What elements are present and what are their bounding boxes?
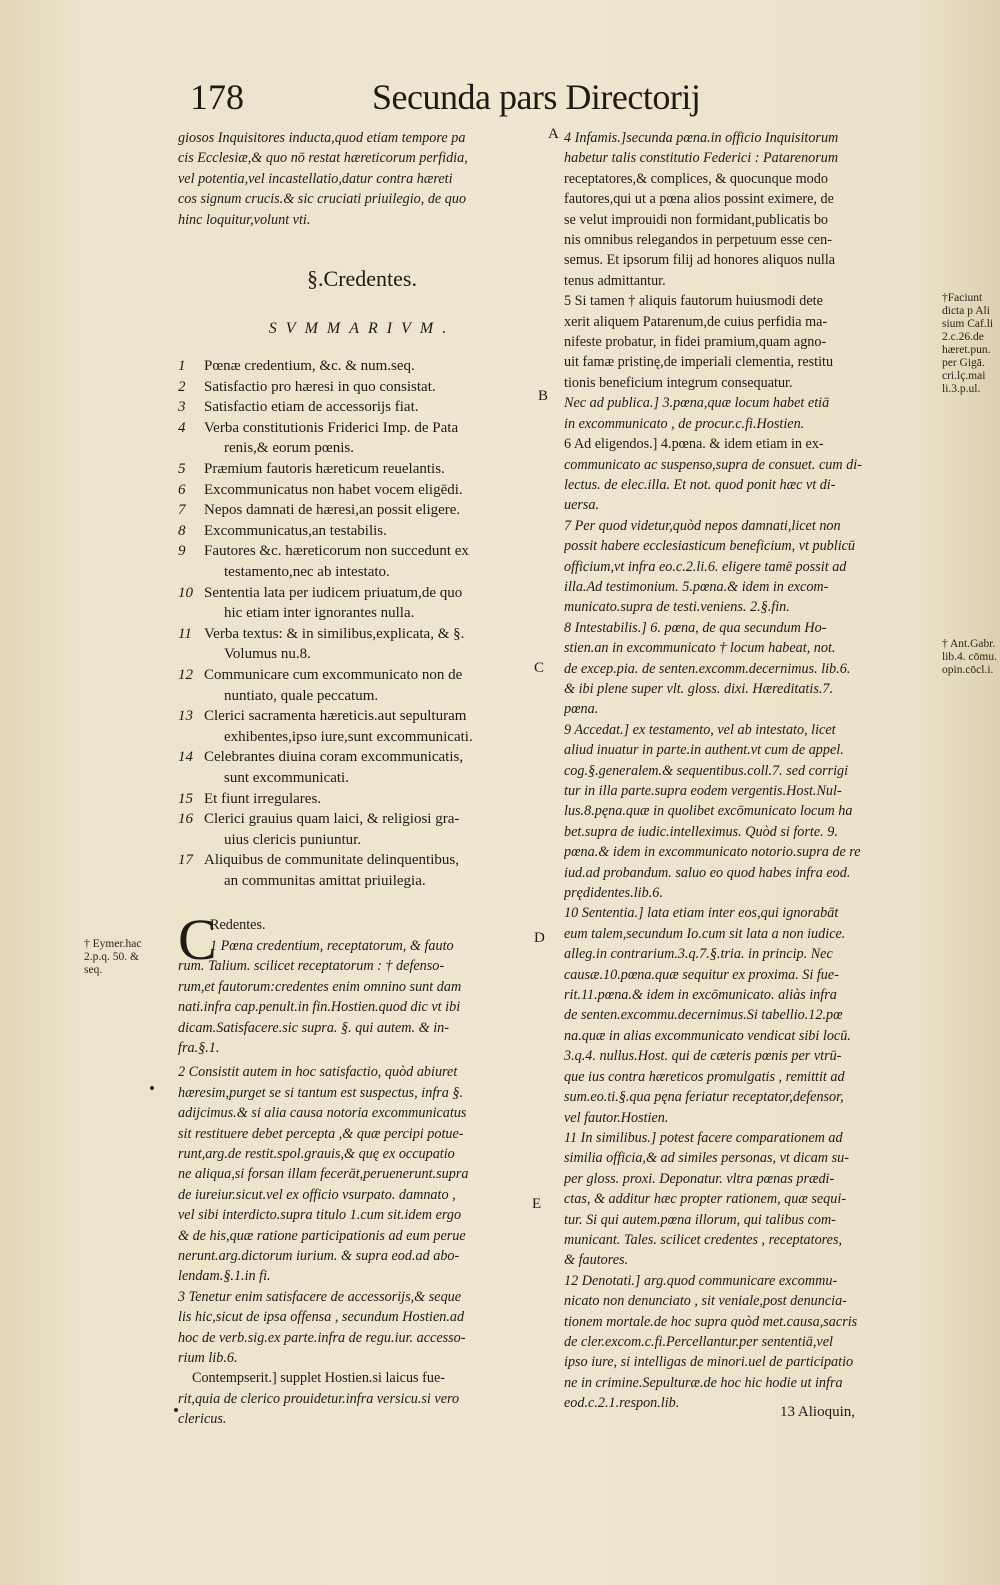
text-line: tionem mortale.de hoc supra quòd met.causa,sacris [564,1313,858,1330]
left-body-text [178,1062,546,1429]
text-line: municato.supra de testi.veniens. 2.§.fin. [564,599,790,616]
text-line: 9 Accedat.] ex testamento, vel ab intestato, licet [564,721,836,738]
text-line: illa.Ad testimonium. 5.pœna.& idem in excom- [564,578,829,595]
text-line: tur in illa parte.supra eodem vergentis.Host.Nul- [564,783,842,799]
text-line: tur. Si qui autem.pœna illorum, qui talibus com- [564,1211,836,1228]
text-line: adijcimus.& si alia causa notoria excommunicatus [178,1105,467,1122]
summarium-item [178,418,546,459]
summarium-text: exhibentes,ipso iure,sunt excommunicati. [224,728,473,745]
text-line: vel fautor.Hostien. [564,1109,669,1126]
text-line: rit.11.pœna.& idem in excōmunicato. aliàs infra [564,987,837,1004]
credentes-paragraph [178,907,546,1058]
text-line: nerunt.arg.dictorum iurium. & supra eod.ad abo- [178,1247,460,1264]
section-heading: §.Credentes. [307,266,417,292]
text-line: receptatores,& complices, & quocunque modo [564,170,828,187]
text-line: lendam.§.1.in fi. [178,1268,271,1285]
text-line: xerit aliquem Patarenum,de cuius perfidia ma- [564,313,828,330]
text-line: cog.§.generalem.& sequentibus.coll.7. sed corrigi [564,762,849,779]
summarium-text: Pœnæ credentium, &c. & num.seq. [204,358,415,375]
summarium-text: Aliquibus de communitate delinquentibus, [204,852,459,869]
text-line: & de his,quæ ratione participationis ad eum perue [178,1227,466,1244]
text-line: eod.c.2.1.respon.lib. [564,1395,680,1412]
text-line: nati.infra cap.penult.in fin.Hostien.quod dic vt ibi [178,999,461,1016]
summarium-text: Clerici sacramenta hæreticis.aut sepulturam [204,708,467,725]
text-line: de cler.excom.c.fi.Percellantur.per sententiā,vel [564,1333,833,1350]
margin-note-line: † Ant.Gabr. [942,638,996,650]
text-line: tenus admittantur. [564,272,666,289]
summarium-text: an communitas amittat priuilegia. [224,872,426,889]
summarium-text: Excommunicatus,an testabilis. [204,522,387,539]
margin-note-right-1 [942,292,998,396]
summarium-item [178,356,546,377]
summarium-text: uius clericis puniuntur. [224,831,362,848]
text-line: & fautores. [564,1252,629,1269]
text-line: & ibi plene super vlt. gloss. dixi. Hæreditatis.7. [564,680,834,697]
summarium-text: Præmium fautoris hæreticum reuelantis. [204,461,445,477]
left-column [178,128,549,1430]
summarium-text: nuntiato, quale peccatum. [224,687,379,704]
margin-note-line: †Faciunt [942,292,983,304]
summarium-text: Verba textus: & in similibus,explicata, & §. [204,625,465,642]
margin-note-line: lib.4. cōmu. [942,651,997,663]
summarium-item [178,583,546,624]
text-line: eum talem,secundum Io.cum sit lata a non iudice. [564,925,846,942]
text-line: uit famæ pristinę,de imperiali clementia, restitu [564,354,834,371]
summarium-text: Excommunicatus non habet vocem eligēdi. [204,481,463,498]
text-line: lis hic,sicut de ipsa offensa , secundum Hostien.ad [178,1309,465,1326]
left-top-paragraph [178,128,546,230]
text-line: 2 Consistit autem in hoc satisfactio, quòd abiuret [178,1064,458,1081]
text-line: sum.eo.ti.§.qua pęna feriatur receptator,defensor, [564,1089,844,1106]
text-line: de senten.excommu.decernimus.Si tabellio.12.pœ [564,1007,843,1024]
text-line: 4 Infamis.]secunda pœna.in officio Inquisitorum [564,130,839,146]
text-line: pœna.& idem in excommunicato notorio.supra de re [564,844,861,861]
text-line: similia officia,& ad similes personas, vt dicam su- [564,1150,849,1167]
summarium-number: 12 [178,666,193,683]
section-letter-b: B [538,388,549,404]
summarium-text: Clerici grauius quam laici, & religiosi gra- [204,811,460,828]
summarium-text: sunt excommunicati. [224,769,349,786]
text-line: officium,vt infra eo.c.2.li.6. eligere tamē possit ad [564,558,847,575]
text-line: 6 Ad eligendos.] 4.pœna. & idem etiam in ex- [564,436,824,453]
text-line: 3.q.4. nullus.Host. qui de cæteris pœnis per vtrū- [564,1048,842,1065]
text-line: aliud inuatur in parte.in authent.vt cum de appel. [564,742,844,759]
text-line: cos signum crucis.& sic cruciati priuilegio, de quo [178,191,467,208]
summarium-number: 1 [178,358,186,375]
summarium-text: Satisfactio pro hæresi in quo consistat. [204,378,436,395]
summarium-number: 17 [178,852,193,869]
summarium-item [178,377,546,398]
margin-note-line: per Gigā. [942,357,985,369]
summarium-item [178,500,546,521]
text-line: pœna. [564,701,599,718]
summarium-text: hic etiam inter ignorantes nulla. [224,605,415,622]
text-line: 12 Denotati.] arg.quod communicare excommu- [564,1272,838,1289]
text-line: 5 Si tamen † aliquis fautorum huiusmodi dete [564,293,823,310]
text-line: Contempserit.] supplet Hostien.si laicus fue- [192,1370,445,1387]
summarium-item [178,397,546,418]
text-line: alleg.in contrarium.3.q.7.§.tria. in princip. Nec [564,946,833,963]
summarium-number: 16 [178,811,193,828]
margin-note-line: li.3.p.ul. [942,383,981,395]
summarium-text: Volumus nu.8. [224,646,311,663]
margin-note-line: sium Caf.li [942,318,994,330]
text-line: lus.8.pęna.quæ in quolibet excōmunicato locum ha [564,803,853,820]
summarium-text: Fautores &c. hæreticorum non succedunt ex [204,543,469,560]
text-line: hæresim,purget se si tantum est suspectus, infra §. [178,1084,464,1101]
text-line: in excommunicato , de procur.c.fi.Hostien. [564,415,805,432]
text-line: runt,arg.de restit.spol.grauis,& quę ex occupatio [178,1145,455,1162]
right-body-text [564,128,936,1414]
drop-cap: C [178,907,217,973]
summarium-number: 3 [178,399,186,416]
text-line: giosos Inquisitores inducta,quod etiam tempore pa [178,130,466,146]
ink-speck [174,1408,178,1412]
text-line: prędidentes.lib.6. [564,885,663,902]
summarium-number: 8 [178,522,186,539]
margin-note-line: † Eymer.hac [84,938,142,950]
text-line: possit habere ecclesiasticum beneficium, vt publicū [564,538,856,555]
text-line: lectus. de elec.illa. Et not. quod ponit hæc vt di- [564,476,836,493]
summarium-text: testamento,nec ab intestato. [224,563,390,580]
summarium-text: Verba constitutionis Friderici Imp. de Pata [204,419,459,436]
text-line: nis omnibus relegandos in perpetuum esse cen- [564,232,832,249]
text-line: uersa. [564,497,600,514]
section-letter-a: A [548,126,559,142]
text-line: ne aliqua,si forsan illam fecerāt,peruenerunt.supra [178,1166,469,1183]
section-letter-c: C [534,660,545,676]
summarium-item [178,480,546,501]
text-line: hinc loquitur,volunt vti. [178,211,311,228]
page-header [190,72,750,122]
text-line: rum,et fautorum:credentes enim omnino sunt dam [178,978,462,995]
text-line: 7 Per quod videtur,quòd nepos damnati,licet non [564,517,841,534]
text-line: clericus. [178,1411,227,1428]
summarium-list [178,356,549,891]
summarium-item [178,789,546,810]
right-column [564,128,936,1414]
summarium-item [178,706,546,747]
summarium-text: Celebrantes diuina coram excommunicatis, [204,749,464,766]
summarium-number: 7 [178,502,186,519]
text-line: de iureiur.sicut.vel ex officio vsurpato. damnato , [178,1186,456,1203]
text-line: 10 Sententia.] lata etiam inter eos,qui ignorabāt [564,905,839,922]
margin-note-line: cri.lç.mai [942,370,986,382]
text-line: que ius contra hæreticos promulgatis , remittit ad [564,1068,845,1085]
text-line: stien.an in excommunicato † locum habeat, not. [564,640,836,657]
text-line: na.quæ in alias excommunicato vendicat sibi locū. [564,1027,851,1044]
text-line: rium lib.6. [178,1350,238,1366]
text-line: sit restituere debet percepta ,& quæ percipi potue- [178,1125,464,1142]
margin-note-line: 2.c.26.de [942,331,984,343]
catchword: 13 Alioquin, [780,1404,856,1420]
text-line: Nec ad publica.] 3.pœna,quæ locum habet etiā [564,395,830,412]
text-line: ipso iure, si intelligas de minori.uel de participatio [564,1354,854,1371]
text-line: causæ.10.pœna.quæ sequitur ex proxima. Si fue- [564,966,839,983]
ink-speck [150,1086,154,1090]
summarium-item [178,541,546,582]
text-line: habetur talis constitutio Federici : Patarenorum [564,150,839,167]
summarium-number: 14 [178,749,193,766]
summarium-text: Nepos damnati de hæresi,an possit eligere. [204,502,461,519]
text-line: 11 In similibus.] potest facere comparationem ad [564,1129,843,1146]
section-letter-e: E [532,1196,542,1212]
summarium-text: Satisfactio etiam de accessorijs fiat. [204,399,419,416]
summarium-number: 15 [178,790,193,807]
margin-note-line: dicta p Ali [942,305,990,317]
summarium-item [178,850,546,891]
summarium-item [178,521,546,542]
text-line: per gloss. proxi. Deponatur. vltra pœnas prædi- [564,1170,835,1187]
summarium-text: renis,& eorum pœnis. [224,440,354,457]
margin-note-left-1 [84,938,174,977]
summarium-text: Communicare cum excommunicato non de [204,666,463,683]
text-line: rum. Talium. scilicet receptatorum : † defenso- [178,958,445,975]
text-line: fautores,qui ut a pœna alios possint eximere, de [564,191,834,208]
margin-note-line: seq. [84,964,103,976]
text-line: vel sibi interdicto.supra titulo 1.cum sit.idem ergo [178,1207,462,1224]
text-line: dicam.Satisfacere.sic supra. §. qui autem. & in- [178,1019,449,1036]
text-line: nicato non denunciato , sit veniale,post denuncia- [564,1293,847,1310]
running-title: Secunda pars Directorij [372,77,701,117]
summarium-text: Sententia lata per iudicem priuatum,de quo [204,584,463,601]
summarium-text: Et fiunt irregulares. [204,790,322,807]
summarium-number: 4 [178,419,186,436]
summarium-item [178,459,546,480]
text-line: communicato ac suspenso,supra de consuet. cum di- [564,456,862,473]
section-letter-d: D [534,930,545,946]
summarium-title: SVMMARIVM. [268,320,456,338]
text-line: se velut improuidi non formidant,publicatis bo [564,211,829,228]
text-line: 8 Intestabilis.] 6. pœna, de qua secundum Ho- [564,619,827,636]
text-line: 3 Tenetur enim satisfacere de accessorijs,& seque [178,1288,462,1305]
summarium-item [178,809,546,850]
summarium-number: 9 [178,543,186,560]
text-line: nifeste probatur, in fidei pramium,quam agno- [564,334,827,351]
margin-note-line: 2.p.q. 50. & [84,951,139,963]
text-line: bet.supra de iudic.intelleximus. Quòd si forte. 9. [564,823,838,840]
page-number: 178 [190,77,244,117]
summarium-number: 13 [178,708,193,725]
text-line: semus. Et ipsorum filij ad honores aliquos nulla [564,252,836,269]
margin-note-line: hæret.pun. [942,344,991,356]
text-line: ne in crimine.Sepulturæ.de hoc hic hodie ut infra [564,1374,843,1391]
text-line: municant. Tales. scilicet credentes , receptatores, [564,1231,843,1248]
text-line: iud.ad probandum. saluo eo quod habes infra eod. [564,864,851,881]
text-line: ctas, & additur hæc propter rationem, quæ sequi- [564,1191,847,1208]
summarium-item [178,624,546,665]
text-line: fra.§.1. [178,1039,220,1056]
text-line: 1 Pœna credentium, receptatorum, & fauto [210,937,454,954]
text-line: tionis beneficium integrum consequatur. [564,374,793,391]
text-line: Redentes. [210,917,266,934]
text-line: cis Ecclesiæ,& quo nō restat hæreticorum perfidia, [178,150,468,167]
text-line: vel potentia,vel incastellatio,datur contra hæreti [178,170,453,187]
summarium-number: 5 [178,461,186,477]
text-line: rit,quia de clerico prouidetur.infra versicu.si vero [178,1390,460,1407]
summarium-item [178,747,546,788]
text-line: de excep.pia. de senten.excomm.decernimus. lib.6. [564,660,851,677]
summarium-number: 6 [178,481,186,498]
margin-note-right-2 [942,638,998,677]
summarium-number: 11 [178,625,192,642]
summarium-item [178,665,546,706]
summarium-number: 10 [178,584,193,601]
summarium-number: 2 [178,378,186,395]
margin-note-line: opin.cōcl.i. [942,664,994,676]
text-line: hoc de verb.sig.ex parte.infra de regu.iur. accesso- [178,1329,466,1346]
